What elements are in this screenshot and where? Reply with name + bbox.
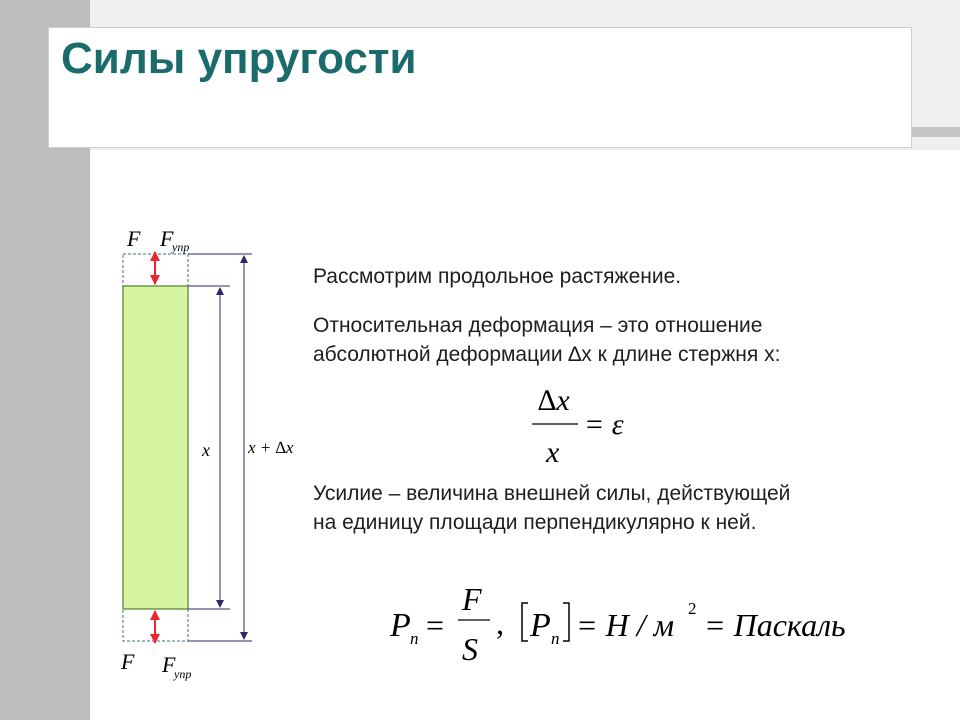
- force-label-top: F: [127, 226, 141, 251]
- stress-equals: =: [426, 607, 445, 643]
- strain-rhs: = ε: [584, 408, 624, 441]
- stretched-length-label: x + ∆x: [248, 438, 294, 457]
- bracket-left: [522, 603, 528, 641]
- bracket-symbol: P: [530, 607, 551, 644]
- stress-unit: = Н / м: [576, 607, 675, 643]
- strain-formula: [532, 384, 624, 469]
- length-label: x: [202, 440, 210, 460]
- stress-symbol: P: [390, 607, 411, 644]
- elastic-force-label-bottom: F: [162, 652, 176, 677]
- bracket-symbol-sub: n: [551, 629, 560, 648]
- bracket-right: [563, 603, 569, 641]
- strain-denominator: x: [546, 436, 560, 469]
- paragraph-tension-line: Рассмотрим продольное растяжение.: [313, 265, 682, 288]
- stress-denominator: S: [462, 631, 478, 667]
- stress-unit-power: 2: [688, 599, 697, 618]
- stress-unit-name: = Паскаль: [704, 607, 846, 643]
- elastic-force-sub-bottom: упр: [174, 667, 192, 681]
- stress-symbol-sub: n: [410, 629, 419, 648]
- stress-comma: ,: [496, 605, 504, 641]
- paragraph-strain-line-2: абсолютной деформации ∆x к длине стержня x:: [313, 343, 781, 366]
- force-label-bottom: F: [121, 649, 135, 674]
- elastic-force-sub-top: упр: [172, 240, 190, 254]
- slide-title: Силы упругости: [61, 34, 417, 83]
- paragraph-stress-line-1: Усилие – величина внешней силы, действующей: [313, 482, 791, 505]
- elastic-force-label-top: F: [160, 226, 174, 251]
- paragraph-strain-line-1: Относительная деформация – это отношение: [313, 314, 763, 337]
- strain-numerator: ∆x: [538, 384, 570, 417]
- stress-numerator: F: [462, 581, 482, 617]
- stress-formula: [389, 581, 846, 667]
- paragraph-stress-line-2: на единицу площади перпендикулярно к ней.: [313, 511, 757, 534]
